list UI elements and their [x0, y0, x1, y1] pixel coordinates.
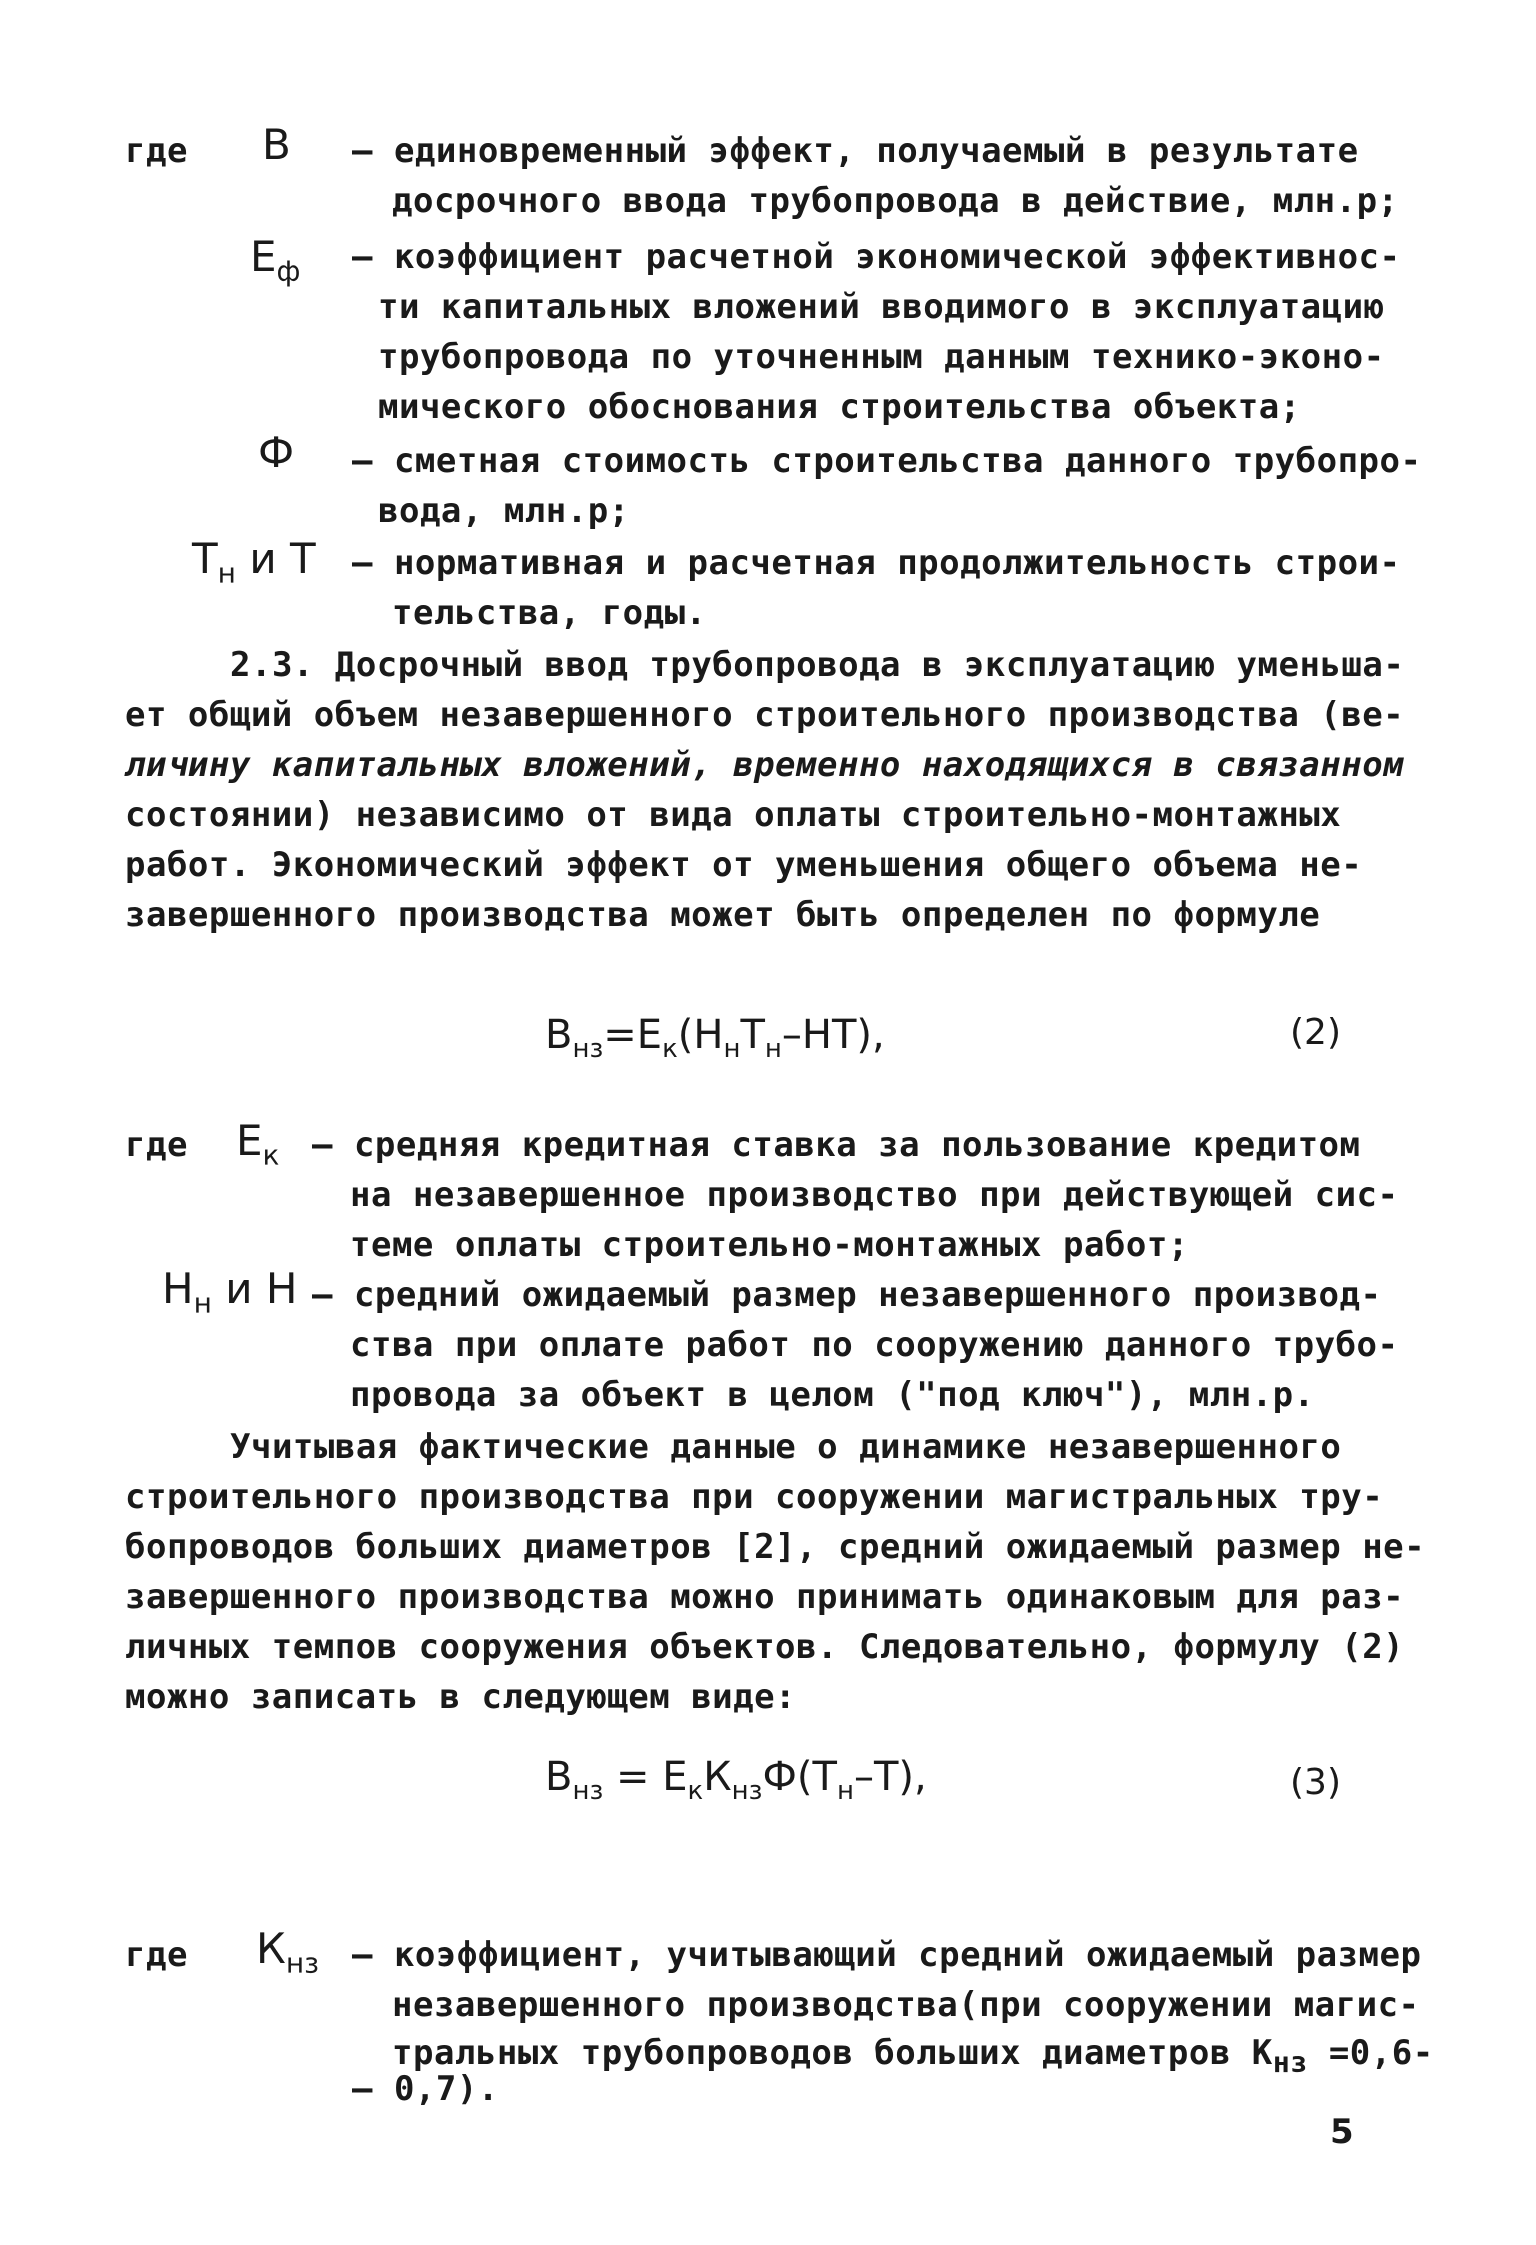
symbol-knz: $К_{нз}$ — [256, 1924, 320, 1980]
para23-line6: завершенного производства может быть определен по формуле — [125, 895, 1321, 935]
def-ek-line1: – средняя кредитная ставка за пользование кредитом — [312, 1125, 1361, 1165]
def-f-line1: – сметная стоимость строительства данного трубопро- — [352, 441, 1422, 481]
def-knz-line1: – коэффициент, учитывающий средний ожидаемый размер — [352, 1935, 1422, 1975]
where-label: где — [125, 131, 188, 171]
para-fact-line1: Учитывая фактические данные о динамике незавершенного — [230, 1427, 1342, 1467]
symbol-f: Ф — [258, 428, 295, 477]
def-hn-line2: ства при оплате работ по сооружению данного трубо- — [350, 1325, 1399, 1365]
para23-line1: 2.3. Досрочный ввод трубопровода в эксплуатацию уменьша- — [230, 645, 1405, 685]
where-label-3: где — [125, 1935, 188, 1975]
para-fact-line2: строительного производства при сооружении магистральных тру- — [125, 1477, 1384, 1517]
def-tn-line2: тельства, годы. — [392, 593, 707, 633]
formula-3: $В_{нз} = Е_кК_{нз}Ф(Т_н-Т)$, — [545, 1754, 927, 1806]
def-knz-line3: тральных трубопроводов больших диаметров $К_{нз} =0,6-$ — [392, 2033, 1434, 2079]
equation-number-2: (2) — [1290, 1012, 1341, 1053]
symbol-ek: $Е_к$ — [236, 1116, 280, 1172]
symbol-b: В — [262, 120, 291, 169]
def-b-line2: досрочного ввода трубопровода в действие, млн.р; — [392, 181, 1399, 221]
def-knz-line2: незавершенного производства(при сооружении магис- — [392, 1985, 1420, 2025]
def-ef-line3: трубопровода по уточненным данным технико-эконо- — [378, 337, 1385, 377]
def-hn-line1: – средний ожидаемый размер незавершенного производ- — [312, 1275, 1382, 1315]
para-fact-line6: можно записать в следующем виде: — [125, 1677, 797, 1717]
def-b-line1: – единовременный эффект, получаемый в результате — [352, 131, 1359, 171]
para23-line2: ет общий объем незавершенного строительного производства (ве- — [125, 695, 1405, 735]
def-ef-line4: мического обоснования строительства объекта; — [378, 387, 1301, 427]
symbol-ef: $Е_ф$ — [250, 232, 301, 288]
formula-2: $В_{нз}=Е_к(Н_нТ_н-НТ)$, — [545, 1012, 885, 1064]
para-fact-line3: бопроводов больших диаметров [2], средний ожидаемый размер не- — [125, 1527, 1426, 1567]
def-ek-line2: на незавершенное производство при действующей сис- — [350, 1175, 1399, 1215]
def-ef-line1: – коэффициент расчетной экономической эффективнос- — [352, 237, 1401, 277]
para-fact-line5: личных темпов сооружения объектов. Следовательно, формулу (2) — [125, 1627, 1405, 1667]
para23-line4: состоянии) независимо от вида оплаты строительно-монтажных — [125, 795, 1342, 835]
equation-number-3: (3) — [1290, 1762, 1341, 1803]
def-knz-line4: – 0,7). — [352, 2069, 499, 2109]
para23-line5: работ. Экономический эффект от уменьшения общего объема не- — [125, 845, 1363, 885]
where-label-2: где — [125, 1125, 188, 1165]
page-number: 5 — [1330, 2112, 1354, 2152]
def-tn-line1: – нормативная и расчетная продолжительность строи- — [352, 543, 1401, 583]
def-hn-line3: провода за объект в целом ("под ключ"), млн.р. — [350, 1375, 1315, 1415]
def-ek-line3: теме оплаты строительно-монтажных работ; — [350, 1225, 1189, 1265]
def-ef-line2: ти капитальных вложений вводимого в эксплуатацию — [378, 287, 1385, 327]
symbol-hn: $Н_н$ и Н — [162, 1264, 298, 1320]
para23-line3: личину капитальных вложений, временно находящихся в связанном — [125, 745, 1405, 785]
para-fact-line4: завершенного производства можно принимать одинаковым для раз- — [125, 1577, 1405, 1617]
symbol-tn: $Т_н$ и Т — [192, 534, 316, 590]
def-f-line2: вода, млн.р; — [378, 491, 630, 531]
